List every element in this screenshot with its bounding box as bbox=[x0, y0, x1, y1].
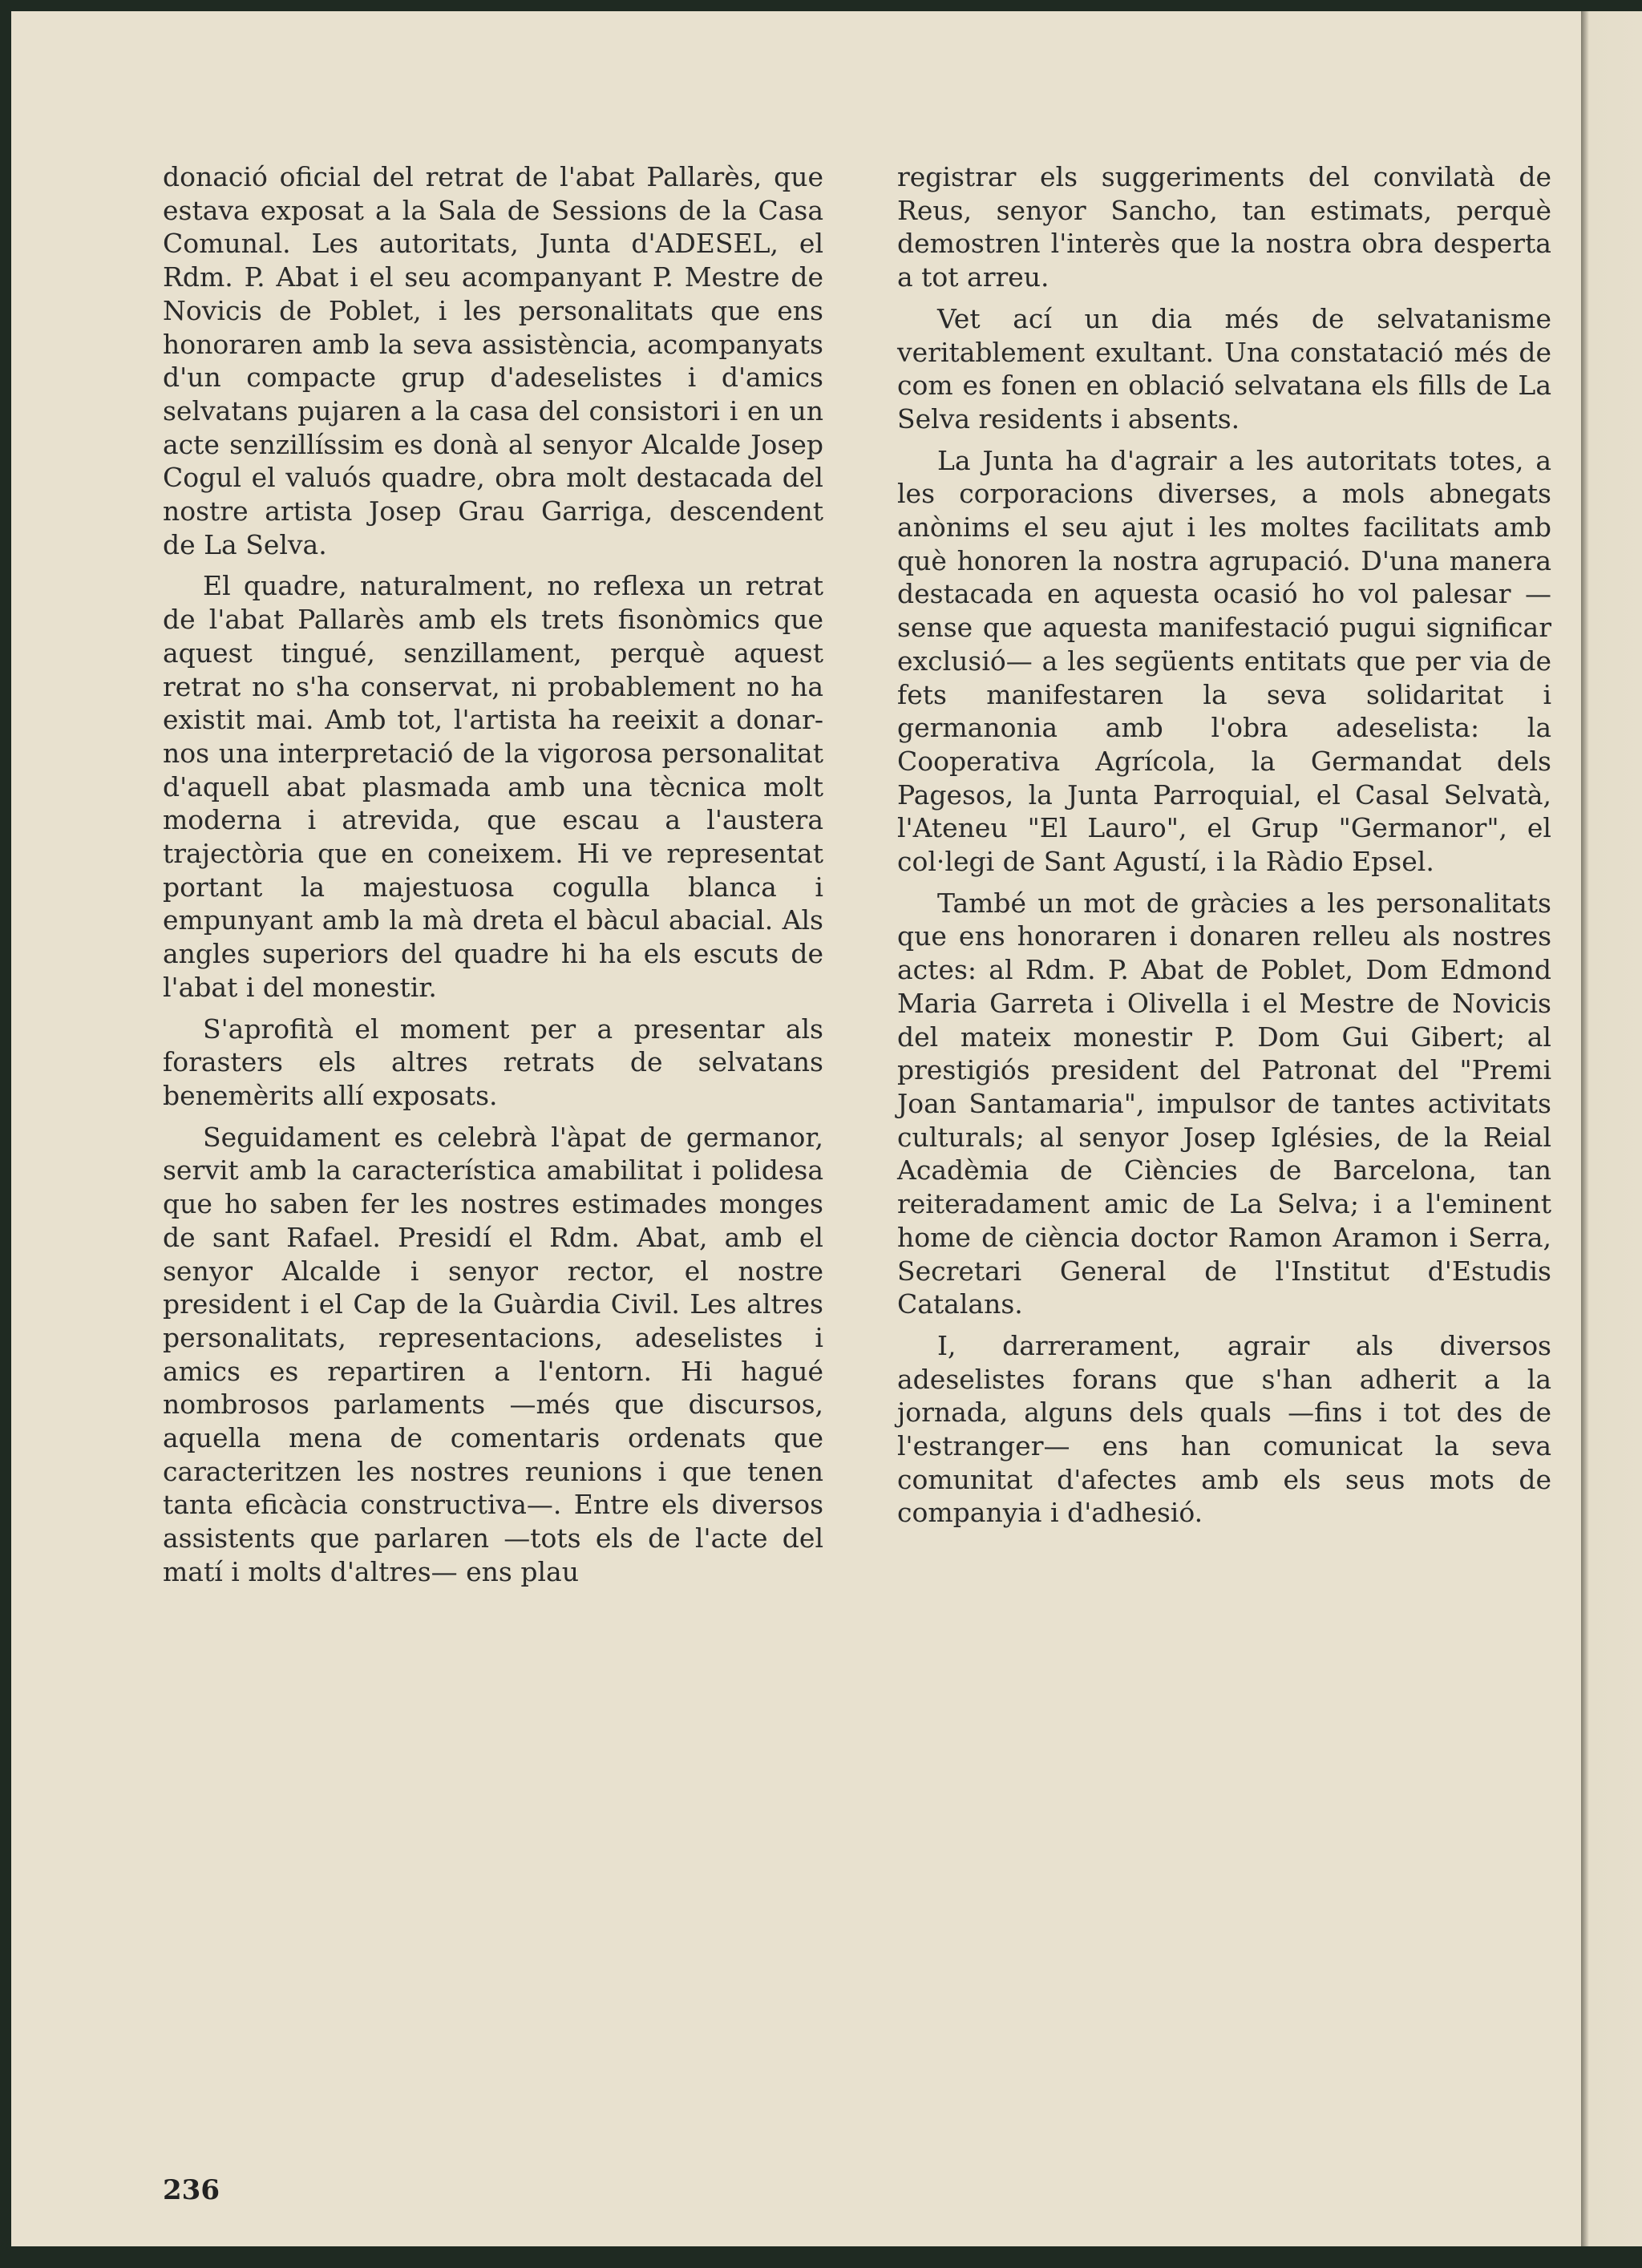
paragraph: La Junta ha d'agrair a les autoritats totes, a les corporacions diverses, a mols abnegats anònims el seu ajut i les moltes facilitats amb què honoren la nostra agrupació. D'una manera destacada en aquesta ocasió ho vol palesar —sense que aquesta manifestació pugui significar exclusió— a les següents entitats que per via de fets manifestaren la seva solidaritat i germanonia amb l'obra adeselista: la Cooperativa Agrícola, la Germandat dels Pagesos, la Junta Parroquial, el Casal Selvatà, l'Ateneu "El Lauro", el Grup "Germanor", el col·legi de Sant Agustí, i la Ràdio Epsel. bbox=[897, 444, 1551, 878]
right-column bbox=[897, 160, 1551, 1538]
paragraph: El quadre, naturalment, no reflexa un retrat de l'abat Pallarès amb els trets fisonòmics que aquest tingué, senzillament, perquè aquest retrat no s'ha conservat, ni probablement no ha existit mai. Amb tot, l'artista ha reeixit a donar-nos una interpretació de la vigorosa personalitat d'aquell abat plasmada amb una tècnica molt moderna i atrevida, que escau a l'austera trajectòria que en coneixem. Hi ve representat portant la majestuosa cogulla blanca i empunyant amb la mà dreta el bàcul abacial. Als angles superiors del quadre hi ha els escuts de l'abat i del monestir. bbox=[163, 570, 823, 1003]
paragraph: Seguidament es celebrà l'àpat de germanor, servit amb la característica amabilitat i polidesa que ho saben fer les nostres estimades monges de sant Rafael. Presidí el Rdm. Abat, amb el senyor Alcalde i senyor rector, el nostre president i el Cap de la Guàrdia Civil. Les altres personalitats, representacions, adeselistes i amics es repartiren a l'entorn. Hi hagué nombrosos parlaments —més que discursos, aquella mena de comentaris ordenats que caracteritzen les nostres reunions i que tenen tanta eficàcia constructiva—. Entre els diversos assistents que parlaren —tots els de l'acte del matí i molts d'altres— ens plau bbox=[163, 1121, 823, 1587]
paragraph: donació oficial del retrat de l'abat Pallarès, que estava exposat a la Sala de Sessions de la Casa Comunal. Les autoritats, Junta d'ADESEL, el Rdm. P. Abat i el seu acompanyant P. Mestre de Novicis de Poblet, i les personalitats que ens honoraren amb la seva assistència, acompanyats d'un compacte grup d'adeselistes i d'amics selvatans pujaren a la casa del consistori i en un acte senzillíssim es donà al senyor Alcalde Josep Cogul el valuós quadre, obra molt destacada del nostre artista Josep Grau Garriga, descendent de La Selva. bbox=[163, 161, 823, 560]
left-column bbox=[163, 160, 823, 1597]
paragraph: També un mot de gràcies a les personalitats que ens honoraren i donaren relleu als nostres actes: al Rdm. P. Abat de Poblet, Dom Edmond Maria Garreta i Olivella i el Mestre de Novicis del mateix monestir P. Dom Gui Gibert; al prestigiós president del Patronat del "Premi Joan Santamaria", impulsor de tantes activitats culturals; al senyor Josep Iglésies, de la Reial Acadèmia de Ciències de Barcelona, tan reiteradament amic de La Selva; i a l'eminent home de ciència doctor Ramon Aramon i Serra, Secretari General de l'Institut d'Estudis Catalans. bbox=[897, 887, 1551, 1320]
page-gutter bbox=[1581, 11, 1642, 2246]
paragraph: Vet ací un dia més de selvatanisme veritablement exultant. Una constatació més de com es fonen en oblació selvatana els fills de La Selva residents i absents. bbox=[897, 302, 1551, 435]
paragraph: I, darrerament, agrair als diversos adeselistes forans que s'han adherit a la jornada, alguns dels quals —fins i tot des de l'estranger— ens han comunicat la seva comunitat d'afectes amb els seus mots de companyia i d'adhesió. bbox=[897, 1329, 1551, 1529]
paragraph: S'aprofità el moment per a presentar als forasters els altres retrats de selvatans benemèrits allí exposats. bbox=[163, 1013, 823, 1111]
page-number: 236 bbox=[163, 2174, 220, 2206]
paragraph: registrar els suggeriments del convilatà de Reus, senyor Sancho, tan estimats, perquè demostren l'interès que la nostra obra desperta a tot arreu. bbox=[897, 161, 1551, 293]
